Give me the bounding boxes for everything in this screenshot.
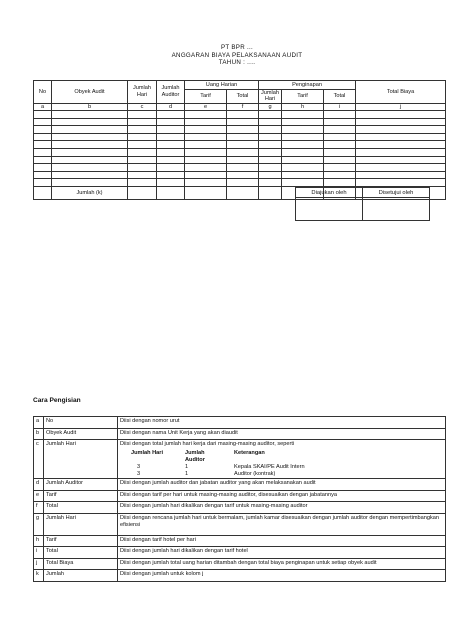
table-cell <box>324 141 356 149</box>
instr-code: h <box>34 535 44 547</box>
table-cell <box>157 156 185 164</box>
table-cell <box>227 164 259 172</box>
table-cell <box>34 156 52 164</box>
table-cell <box>324 164 356 172</box>
instr-code: a <box>34 417 44 429</box>
instr-desc: Diisi dengan jumlah untuk kolom j <box>118 570 446 582</box>
table-cell <box>282 118 324 126</box>
table-cell <box>34 133 52 141</box>
total-cell <box>259 186 282 199</box>
table-cell <box>52 126 128 134</box>
total-cell <box>34 186 52 199</box>
instr-code: e <box>34 490 44 502</box>
instr-desc <box>118 440 446 479</box>
instr-desc: Diisi dengan jumlah total uang harian ditambah dengan total biaya penginapan untuk setiap obyek audit <box>118 558 446 570</box>
table-cell <box>185 118 227 126</box>
table-cell <box>227 148 259 156</box>
instr-desc: Diisi dengan jumlah hari dikalikan dengan tarif untuk masing-masing auditor <box>118 502 446 514</box>
table-row <box>34 133 446 141</box>
instr-field: Jumlah <box>44 570 118 582</box>
col-letter: i <box>324 103 356 111</box>
table-cell <box>282 164 324 172</box>
table-cell <box>157 111 185 119</box>
table-cell <box>259 156 282 164</box>
table-cell <box>52 171 128 179</box>
instr-field: Tarif <box>44 535 118 547</box>
cara-pengisian-title: Cara Pengisian <box>33 397 81 404</box>
table-cell <box>324 118 356 126</box>
group-header-penginapan: Penginapan <box>259 81 356 90</box>
table-cell <box>282 156 324 164</box>
instr-code: j <box>34 558 44 570</box>
table-cell <box>356 156 446 164</box>
table-cell <box>34 126 52 134</box>
instr-desc: Diisi dengan tarif hotel per hari <box>118 535 446 547</box>
table-row <box>34 118 446 126</box>
col-header-total: Total <box>227 89 259 103</box>
table-cell <box>185 141 227 149</box>
instr-desc: Diisi dengan jumlah auditor dan jabatan auditor yang akan melaksanakan audit <box>118 479 446 491</box>
example-header-jumlah-auditor: Jumlah Auditor <box>185 450 205 463</box>
diajukan-label: Diajukan oleh <box>296 188 363 198</box>
table-cell <box>34 118 52 126</box>
table-cell <box>34 141 52 149</box>
table-cell <box>157 126 185 134</box>
table-cell <box>128 164 157 172</box>
table-cell <box>185 179 227 187</box>
example-auditor: 1 <box>185 463 189 470</box>
instr-field: Total <box>44 502 118 514</box>
total-cell <box>157 186 185 199</box>
example-hari: 3 <box>137 470 141 477</box>
table-cell <box>157 171 185 179</box>
instr-field: Total Biaya <box>44 558 118 570</box>
table-cell <box>128 141 157 149</box>
table-cell <box>157 179 185 187</box>
table-cell <box>259 171 282 179</box>
col-header-tarif: Tarif <box>185 89 227 103</box>
instr-field: Obyek Audit <box>44 428 118 440</box>
table-cell <box>52 164 128 172</box>
table-cell <box>356 164 446 172</box>
table-cell <box>282 133 324 141</box>
table-cell <box>52 148 128 156</box>
table-cell <box>259 148 282 156</box>
example-header-keterangan: Keterangan <box>234 450 265 457</box>
table-cell <box>52 111 128 119</box>
table-cell <box>259 133 282 141</box>
diajukan-signature-box <box>296 198 363 221</box>
instr-code: d <box>34 479 44 491</box>
group-header-uang-harian: Uang Harian <box>185 81 259 90</box>
table-cell <box>227 133 259 141</box>
table-row <box>34 141 446 149</box>
table-row <box>34 179 446 187</box>
table-cell <box>227 111 259 119</box>
table-cell <box>128 133 157 141</box>
col-letter: h <box>282 103 324 111</box>
col-letter: f <box>227 103 259 111</box>
instr-field: Tarif <box>44 490 118 502</box>
table-cell <box>227 156 259 164</box>
table-cell <box>34 164 52 172</box>
table-cell <box>185 126 227 134</box>
table-cell <box>52 141 128 149</box>
instr-desc-text: Diisi dengan total jumlah hari kerja dari masing-masing auditor, seperti <box>120 441 295 447</box>
instr-field: Total <box>44 547 118 559</box>
table-cell <box>356 141 446 149</box>
table-cell <box>157 164 185 172</box>
table-cell <box>259 118 282 126</box>
table-cell <box>356 111 446 119</box>
col-header-jumlah-auditor: Jumlah Auditor <box>157 81 185 104</box>
col-letter: a <box>34 103 52 111</box>
signature-table <box>295 187 430 221</box>
table-row <box>34 164 446 172</box>
table-cell <box>157 141 185 149</box>
example-header-jumlah-hari: Jumlah Hari <box>131 450 164 457</box>
table-cell <box>34 171 52 179</box>
disetujui-label: Disetujui oleh <box>363 188 430 198</box>
example-hari: 3 <box>137 463 141 470</box>
table-cell <box>259 179 282 187</box>
budget-table <box>33 80 446 200</box>
instr-code: f <box>34 502 44 514</box>
instr-desc: Diisi dengan rencana jumlah hari untuk bermalam, jumlah kamar disesuaikan dengan jumlah auditor dengan mempertimbangkan efisiensi <box>118 513 446 535</box>
table-row <box>34 148 446 156</box>
table-row <box>34 111 446 119</box>
table-cell <box>356 148 446 156</box>
table-cell <box>128 118 157 126</box>
table-cell <box>324 171 356 179</box>
col-letter: g <box>259 103 282 111</box>
table-cell <box>157 133 185 141</box>
example-keterangan: Kepala SKAI/PE Audit Intern <box>234 463 305 470</box>
total-row-label: Jumlah (k) <box>52 186 128 199</box>
table-cell <box>324 133 356 141</box>
table-cell <box>34 179 52 187</box>
table-cell <box>185 111 227 119</box>
example-auditor: 1 <box>185 470 189 477</box>
table-cell <box>324 179 356 187</box>
year-label: TAHUN : .... <box>218 59 256 66</box>
table-cell <box>259 126 282 134</box>
table-cell <box>34 148 52 156</box>
table-cell <box>324 148 356 156</box>
table-cell <box>52 118 128 126</box>
company-name: PT BPR ... <box>220 44 254 51</box>
table-cell <box>356 126 446 134</box>
table-cell <box>157 118 185 126</box>
col-letter: d <box>157 103 185 111</box>
table-row <box>34 156 446 164</box>
table-cell <box>185 164 227 172</box>
instr-field: Jumlah Hari <box>44 513 118 535</box>
table-cell <box>128 126 157 134</box>
col-header-jumlah-hari: Jumlah Hari <box>128 81 157 104</box>
total-cell <box>128 186 157 199</box>
table-cell <box>324 111 356 119</box>
table-cell <box>282 141 324 149</box>
table-cell <box>128 171 157 179</box>
table-cell <box>282 126 324 134</box>
table-cell <box>259 141 282 149</box>
example-keterangan: Auditor (kontrak) <box>234 470 276 477</box>
col-header-no: No <box>34 81 52 104</box>
col-header-tarif-penginapan: Tarif <box>282 89 324 103</box>
instr-desc: Diisi dengan nomor urut <box>118 417 446 429</box>
table-cell <box>356 171 446 179</box>
table-cell <box>324 126 356 134</box>
table-cell <box>185 171 227 179</box>
table-cell <box>282 148 324 156</box>
col-header-total-penginapan: Total <box>324 89 356 103</box>
table-cell <box>157 148 185 156</box>
disetujui-signature-box <box>363 198 430 221</box>
col-header-total-biaya: Total Biaya <box>356 81 446 104</box>
instr-field: Jumlah Hari <box>44 440 118 479</box>
document-title: ANGGARAN BIAYA PELAKSANAAN AUDIT <box>171 51 303 59</box>
table-cell <box>356 179 446 187</box>
instr-code: b <box>34 428 44 440</box>
table-cell <box>34 111 52 119</box>
instr-desc: Diisi dengan tarif per hari untuk masing-masing auditor, disesuaikan dengan jabatannya <box>118 490 446 502</box>
table-cell <box>259 164 282 172</box>
table-cell <box>356 133 446 141</box>
table-cell <box>227 126 259 134</box>
table-cell <box>185 148 227 156</box>
table-row <box>34 126 446 134</box>
table-cell <box>185 156 227 164</box>
table-cell <box>128 148 157 156</box>
table-cell <box>282 171 324 179</box>
instr-code: i <box>34 547 44 559</box>
table-cell <box>52 179 128 187</box>
table-cell <box>259 111 282 119</box>
table-cell <box>227 179 259 187</box>
table-cell <box>52 156 128 164</box>
table-cell <box>227 118 259 126</box>
total-cell <box>227 186 259 199</box>
table-cell <box>128 179 157 187</box>
table-cell <box>185 133 227 141</box>
col-letter: e <box>185 103 227 111</box>
table-cell <box>356 118 446 126</box>
col-letter: c <box>128 103 157 111</box>
instruction-table <box>33 416 446 582</box>
instr-field: Jumlah Auditor <box>44 479 118 491</box>
table-cell <box>128 156 157 164</box>
table-row <box>34 171 446 179</box>
total-cell <box>185 186 227 199</box>
instr-desc: Diisi dengan jumlah hari dikalikan dengan tarif hotel <box>118 547 446 559</box>
table-cell <box>282 179 324 187</box>
table-cell <box>227 141 259 149</box>
instr-field: No <box>44 417 118 429</box>
instr-code: g <box>34 513 44 535</box>
table-cell <box>128 111 157 119</box>
table-cell <box>324 156 356 164</box>
table-cell <box>282 111 324 119</box>
instr-desc: Diisi dengan nama Unit Kerja yang akan diaudit <box>118 428 446 440</box>
col-header-jumlah-hari-penginapan: Jumlah Hari <box>259 89 282 103</box>
table-cell <box>52 133 128 141</box>
example-auditor-table <box>131 450 443 477</box>
instr-code: c <box>34 440 44 479</box>
col-letter: j <box>356 103 446 111</box>
table-cell <box>227 171 259 179</box>
col-letter: b <box>52 103 128 111</box>
instr-code: k <box>34 570 44 582</box>
col-header-obyek-audit: Obyek Audit <box>52 81 128 104</box>
